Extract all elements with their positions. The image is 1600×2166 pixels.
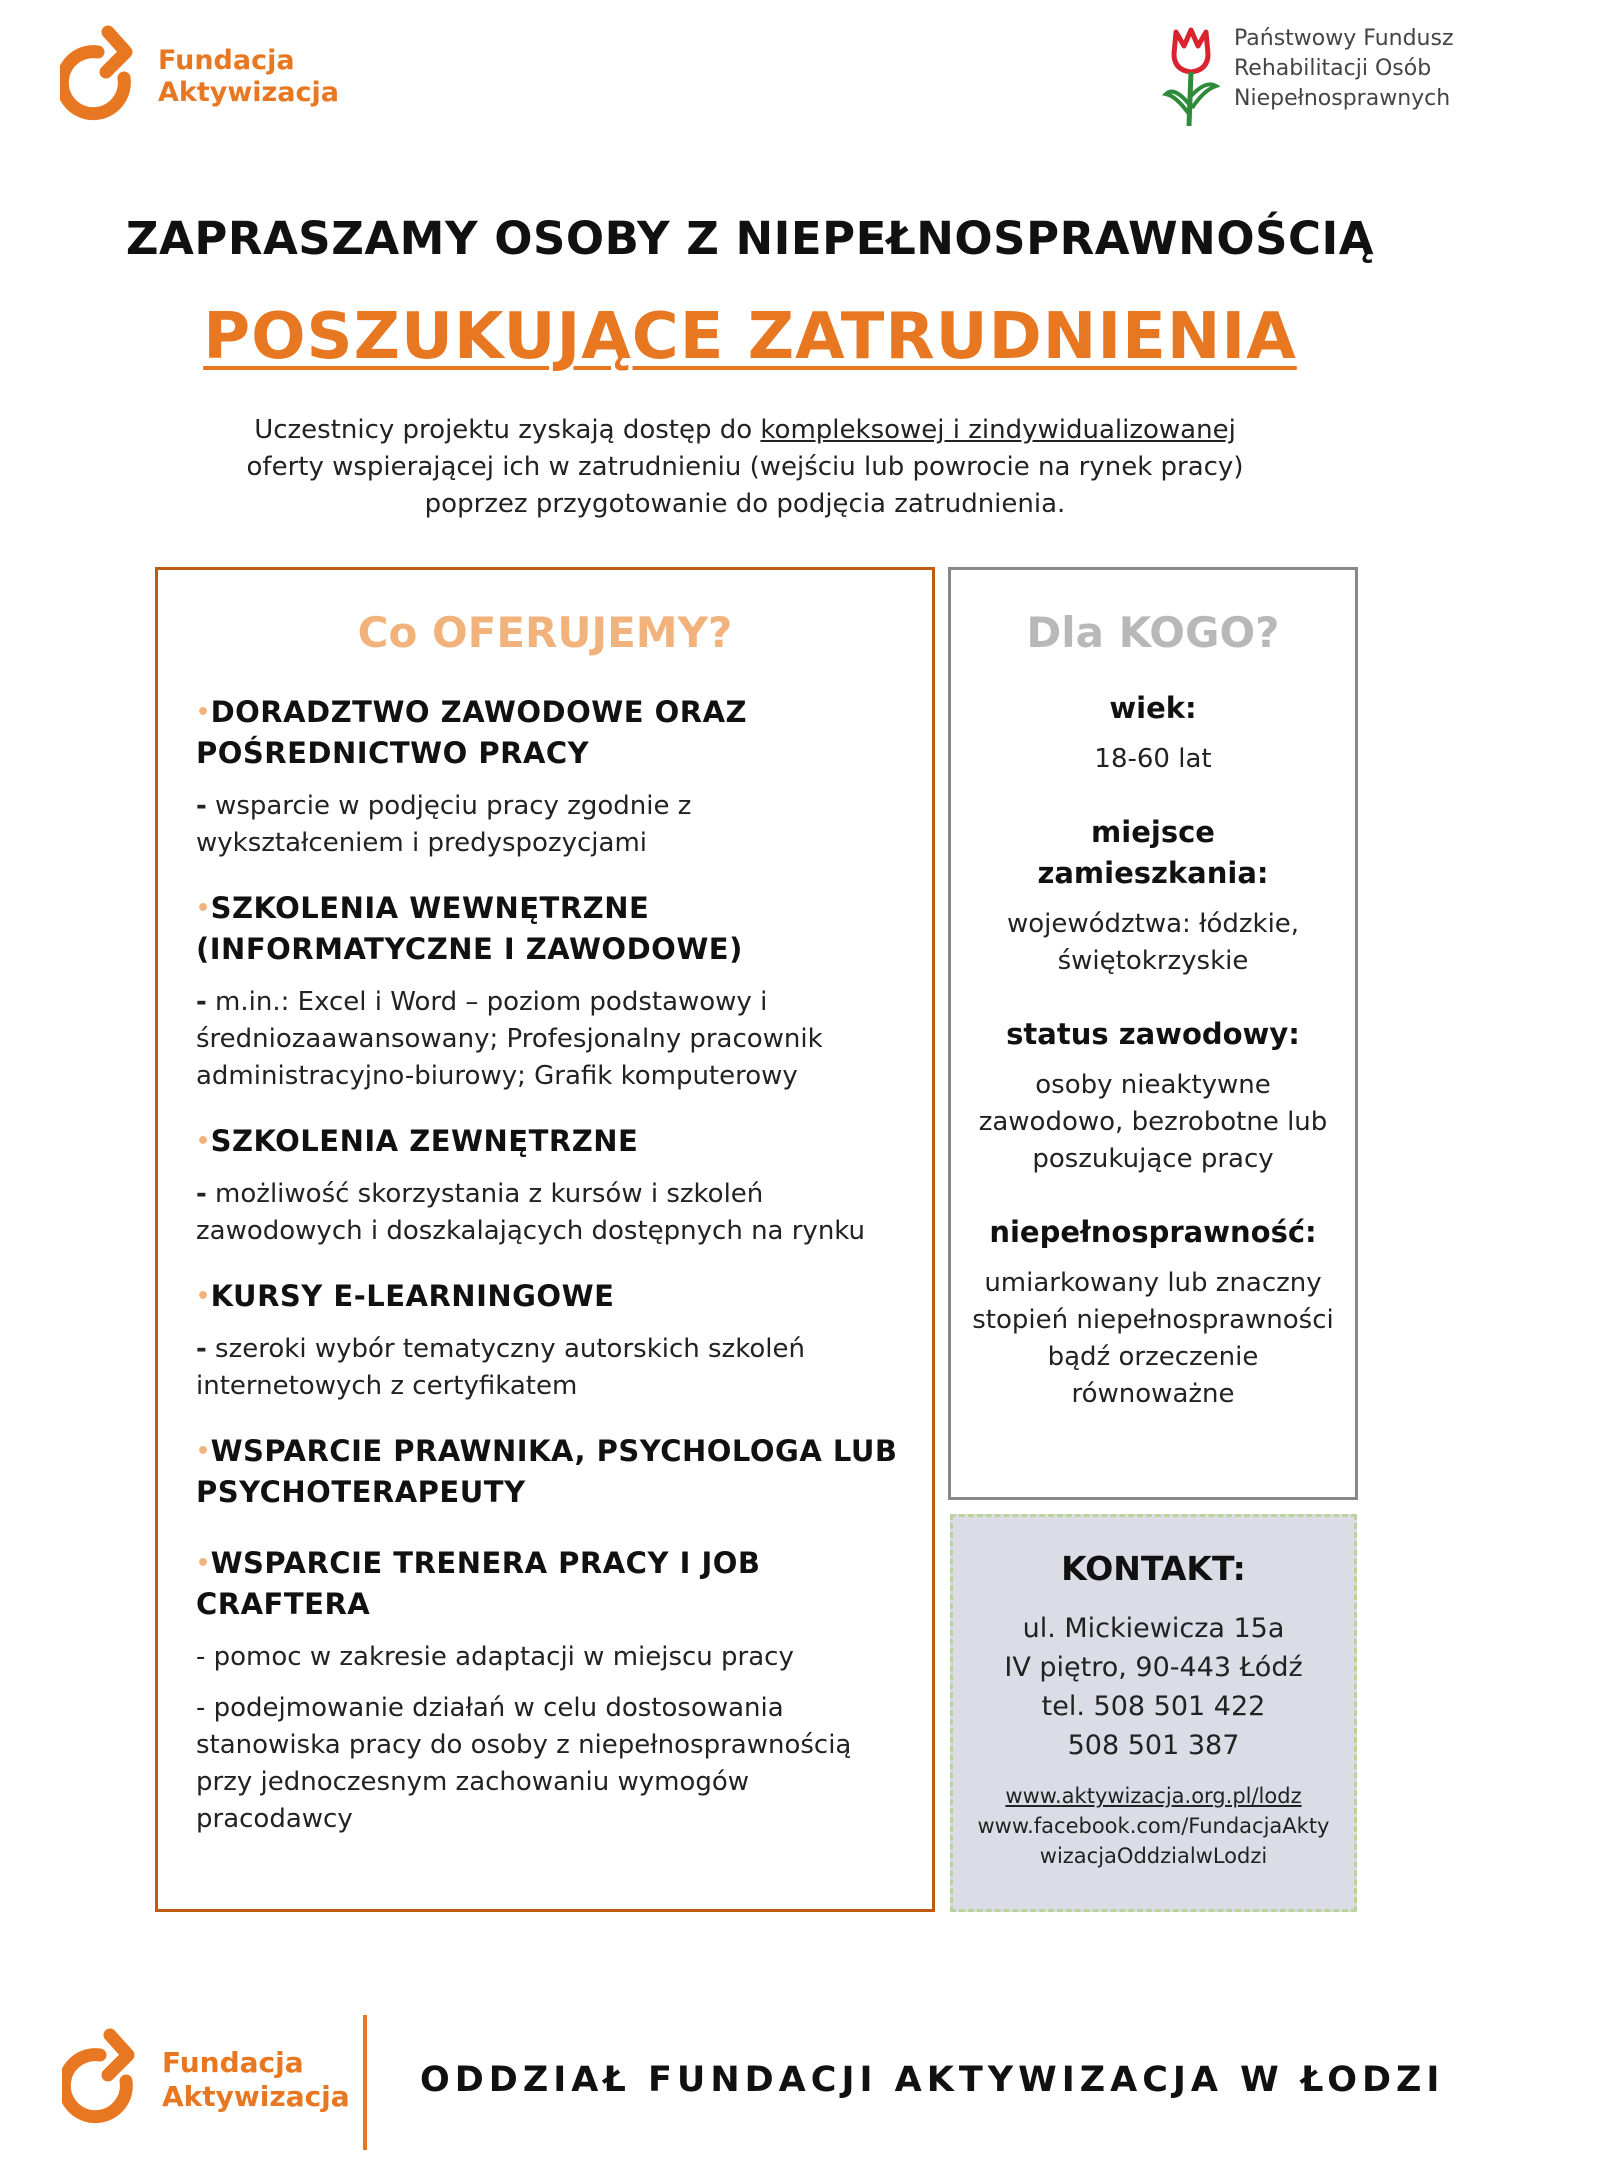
dash: - [196,987,207,1017]
footer-branch-name: ODDZIAŁ FUNDACJI AKTYWIZACJA W ŁODZI [420,2060,1445,2100]
logo-line2: Aktywizacja [158,77,339,108]
offer-title: Co OFERUJEMY? [357,608,733,657]
fundacja-aktywizacja-logo [60,22,339,132]
footer-logo-line1: Fundacja [162,2046,304,2080]
facebook-link-part2[interactable]: wizacjaOddzialwLodzi [1039,1844,1268,1868]
who-value: umiarkowany lub znaczny stopień niepełnosprawności bądź orzeczenie równoważne [972,1268,1334,1409]
who-entry [961,1014,1345,1178]
offer-box [155,567,935,1912]
footer-logo [62,2025,350,2135]
contact-details [953,1609,1354,1765]
offer-item-desc: możliwość skorzystania z kursów i szkoleń zawodowych i doszkalających dostępnych na rynku [196,1179,866,1246]
headline-invite: ZAPRASZAMY OSOBY Z NIEPEŁNOSPRAWNOŚCIĄ [125,212,1375,265]
who-label: wiek: [1109,691,1197,725]
intro-underlined: kompleksowej i zindywidualizowanej [760,415,1236,445]
offer-item-desc: szeroki wybór tematyczny autorskich szkoleń internetowych z certyfikatem [196,1334,805,1401]
offer-item-title: WSPARCIE PRAWNIKA, PSYCHOLOGA LUB PSYCHOTERAPEUTY [196,1434,898,1509]
who-entry [961,1212,1345,1413]
offer-list [196,692,912,1864]
pfron-line2: Rehabilitacji Osób [1234,56,1432,81]
fundacja-aktywizacja-logo-icon [62,2025,148,2135]
pfron-tulip-icon [1162,24,1220,128]
bullet-icon: • [196,1439,211,1464]
intro-paragraph [190,412,1300,523]
offer-item-desc: wsparcie w podjęciu pracy zgodnie z wykształceniem i predyspozycjami [196,791,692,858]
contact-phone2: 508 501 387 [1067,1730,1240,1761]
bullet-icon: • [196,1284,211,1309]
target-group-box [948,567,1358,1500]
website-link[interactable]: www.aktywizacja.org.pl/lodz [1005,1784,1302,1808]
offer-item [196,1543,912,1838]
who-label: niepełnosprawność: [989,1215,1317,1249]
offer-item [196,1276,912,1405]
contact-address2: IV piętro, 90-443 Łódź [1004,1652,1303,1683]
dash: - [196,1179,207,1209]
offer-item [196,1431,912,1513]
intro-part1: Uczestnicy projektu zyskają dostęp do [254,415,761,445]
contact-address1: ul. Mickiewicza 15a [1022,1613,1285,1644]
footer-divider [363,2015,367,2150]
who-label: miejsce zamieszkania: [1037,815,1269,890]
offer-item-title: KURSY E-LEARNINGOWE [210,1279,615,1313]
who-value: województwa: łódzkie, świętokrzyskie [1006,909,1300,976]
logo-line1: Fundacja [158,44,295,76]
intro-part3: poprzez przygotowanie do podjęcia zatrudnienia. [424,489,1066,519]
bullet-icon: • [196,1129,211,1154]
offer-item-desc: m.in.: Excel i Word – poziom podstawowy i średniozaawansowany; Profesjonalny pracownik administracyjno-biurowy; Grafik komputerowy [196,987,823,1091]
who-value: 18-60 lat [1094,744,1212,774]
who-value: osoby nieaktywne zawodowo, bezrobotne lub poszukujące pracy [978,1070,1328,1174]
headline-main [0,300,1500,374]
headline-main-text: POSZUKUJĄCE ZATRUDNIENIA [203,300,1297,374]
offer-item [196,1121,912,1250]
offer-item-title: WSPARCIE TRENERA PRACY I JOB CRAFTERA [196,1546,761,1621]
offer-item-desc: - podejmowanie działań w celu dostosowania stanowiska pracy do osoby z niepełnosprawnością przy jednoczesnym zachowaniu wymogów pracodawcy [196,1693,852,1834]
who-entry [961,688,1345,778]
contact-links [953,1781,1354,1871]
dash: - [196,791,207,821]
who-title: Dla KOGO? [1026,608,1280,657]
pfron-line1: Państwowy Fundusz [1234,26,1454,51]
bullet-icon: • [196,896,211,921]
intro-part2: oferty wspierającej ich w zatrudnieniu (wejściu lub powrocie na rynek pracy) [246,452,1244,482]
pfron-line3: Niepełnosprawnych [1234,86,1451,111]
offer-item [196,692,912,862]
offer-item-desc: - pomoc w zakresie adaptacji w miejscu pracy [196,1642,794,1672]
footer-logo-line2: Aktywizacja [162,2080,350,2113]
pfron-logo [1162,24,1454,128]
who-entries [961,688,1345,1447]
offer-item-title: SZKOLENIA WEWNĘTRZNE (INFORMATYCZNE I ZAWODOWE) [196,891,743,966]
fundacja-aktywizacja-logo-icon [60,22,146,132]
dash: - [196,1334,207,1364]
contact-box [950,1514,1357,1912]
who-label: status zawodowy: [1006,1017,1300,1051]
bullet-icon: • [196,1551,211,1576]
contact-title: KONTAKT: [1061,1549,1246,1588]
who-entry [961,812,1345,980]
offer-item [196,888,912,1095]
offer-item-title: DORADZTWO ZAWODOWE ORAZ POŚREDNICTWO PRACY [196,695,748,770]
facebook-link-part1[interactable]: www.facebook.com/FundacjaAkty [977,1814,1330,1838]
contact-phone1: tel. 508 501 422 [1041,1691,1266,1722]
offer-item-title: SZKOLENIA ZEWNĘTRZNE [210,1124,639,1158]
bullet-icon: • [196,700,211,725]
